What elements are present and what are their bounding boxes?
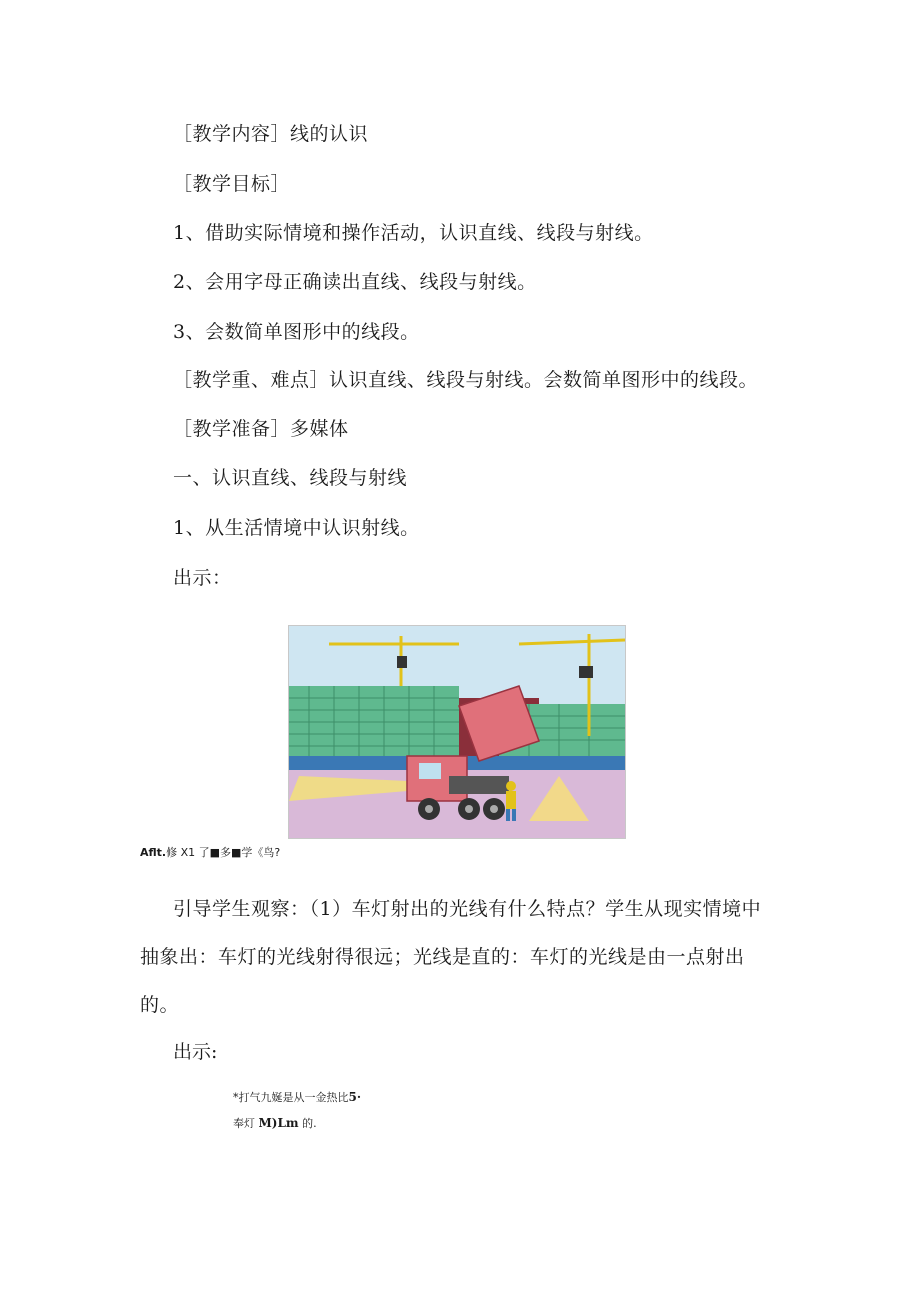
step-one-heading: 1、从生活情境中认识射线。 bbox=[173, 517, 420, 539]
note-line-2 bbox=[233, 1116, 317, 1131]
section-key-points: ［教学重、难点］认识直线、线段与射线。会数简单图形中的线段。 bbox=[173, 369, 759, 391]
note-line-2-text-a: 奉灯 bbox=[233, 1117, 259, 1130]
section-preparation: ［教学准备］多媒体 bbox=[173, 418, 349, 440]
note-line-2-text-b: 的. bbox=[298, 1117, 317, 1130]
construction-site-illustration bbox=[288, 625, 626, 839]
observation-paragraph: 引导学生观察：（1）车灯射出的光线有什么特点？学生从现实情境中抽象出：车灯的光线射得很远；光线是直的：车灯的光线是由一点射出的。 bbox=[140, 898, 762, 1016]
section-goals-heading: ［教学目标］ bbox=[173, 173, 291, 195]
note-line-2-bold: M)Lm bbox=[258, 1116, 299, 1130]
goal-item-2: 2、会用字母正确读出直线、线段与射线。 bbox=[173, 271, 537, 293]
note-line-1 bbox=[233, 1090, 361, 1105]
part-one-heading: 一、认识直线、线段与射线 bbox=[173, 467, 408, 489]
goal-item-1: 1、借助实际情境和操作活动，认识直线、线段与射线。 bbox=[173, 222, 654, 244]
show-label: 出示： bbox=[173, 567, 232, 589]
note-line-1-text: *打气九娫是从一金热比 bbox=[233, 1091, 349, 1104]
show-label-2: 出示: bbox=[173, 1041, 218, 1063]
caption-bold: Aflt. bbox=[140, 846, 167, 859]
figure-caption bbox=[140, 846, 280, 860]
note-line-1-bold: 5· bbox=[348, 1090, 362, 1104]
caption-rest: 修 X1 了■多■学《鸟? bbox=[166, 846, 281, 859]
goal-item-3: 3、会数简单图形中的线段。 bbox=[173, 321, 420, 343]
section-content-heading: ［教学内容］线的认识 bbox=[173, 123, 369, 145]
